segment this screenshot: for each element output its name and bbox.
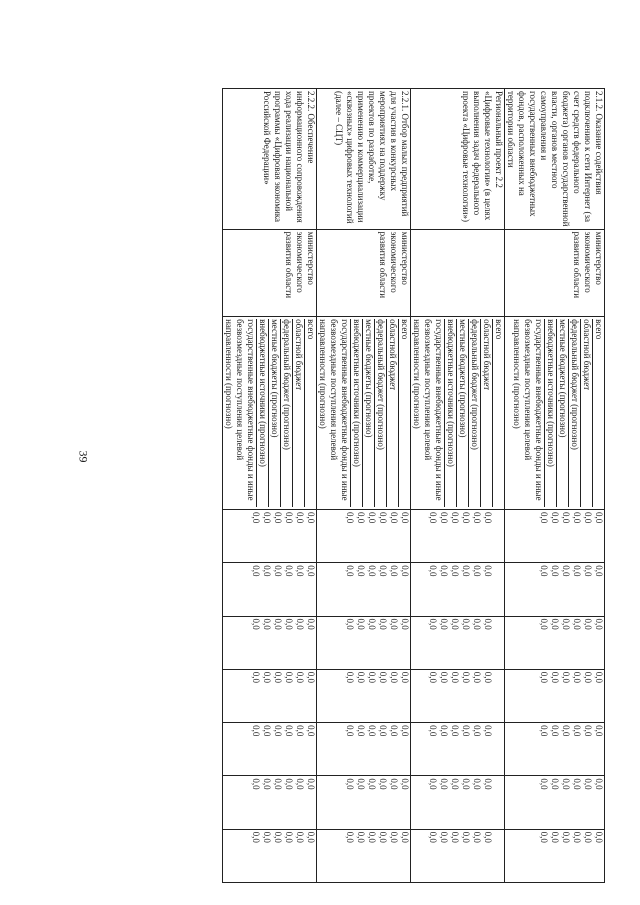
value: 0,0 [483,671,493,684]
funding-source-label: федеральный бюджет (прогнозно) [280,319,292,507]
value: 0,0 [306,725,316,737]
value: 0,0 [539,565,549,577]
year-value-cell [505,776,605,829]
year-value-cell [223,509,317,562]
funding-source-label: местные бюджеты (прогнозно) [456,319,468,507]
year-value-cell [223,776,317,829]
funding-source-label: государственные внебюджетные фонды и иные безвозмездные поступления целевой направленности (прогнозно) [318,319,350,501]
value: 0,0 [472,778,482,790]
year-value-cell [317,563,411,616]
year-value-cell [505,669,605,722]
table-row [411,89,505,883]
value: 0,0 [251,511,261,524]
funding-source-label: государственные внебюджетные фонды и иные безвозмездные поступления целевой направленности (прогнозно) [412,319,444,501]
funding-table-body [223,89,605,883]
value: 0,0 [450,618,460,630]
value: 0,0 [439,671,449,684]
value: 0,0 [251,725,261,737]
value: 0,0 [389,831,399,843]
year-value-cell [505,563,605,616]
value: 0,0 [428,778,438,790]
funding-source-cell [317,317,411,510]
year-value-cell [317,776,411,829]
value: 0,0 [345,778,355,790]
value: 0,0 [561,831,571,843]
funding-source-label: внебюджетные источники (прогнозно) [544,319,556,507]
funding-source-label: федеральный бюджет (прогнозно) [468,319,480,507]
value [493,832,504,880]
value: 0,0 [439,511,449,524]
value: 0,0 [561,511,571,524]
event-name-cell: 2.2.2. Обеспечение информационного сопровождения хода реализации национальной программы «Цифровая экономика Российской Федерации» [223,89,317,230]
value: 0,0 [428,618,438,630]
value: 0,0 [550,671,560,684]
value: 0,0 [400,565,410,577]
funding-source-label: федеральный бюджет (прогнозно) [374,319,386,507]
funding-table [222,88,605,883]
value: 0,0 [345,831,355,843]
value: 0,0 [306,618,316,630]
value: 0,0 [284,511,294,524]
value: 0,0 [273,618,283,630]
value: 0,0 [472,725,482,737]
value: 0,0 [450,831,460,843]
value: 0,0 [561,618,571,630]
funding-source-cell [505,317,605,510]
year-value-cell [411,776,505,829]
table-row [505,89,605,883]
year-value-cell [411,563,505,616]
value: 0,0 [284,778,294,790]
value: 0,0 [461,511,471,524]
value: 0,0 [561,778,571,790]
value: 0,0 [306,778,316,790]
year-value-cell [411,509,505,562]
funding-source-label: областной бюджет [580,319,592,507]
value: 0,0 [389,671,399,684]
value: 0,0 [262,725,272,737]
value: 0,0 [472,565,482,577]
value: 0,0 [378,511,388,524]
value: 0,0 [306,671,316,684]
funding-source-label: областной бюджет [292,319,304,507]
funding-source-label: всего [304,319,316,507]
value: 0,0 [378,778,388,790]
year-value-cell [505,723,605,776]
page-number: 39 [76,450,91,463]
year-value-cell [223,616,317,669]
year-value-cell [223,723,317,776]
value: 0,0 [367,511,377,524]
year-value-cell [317,669,411,722]
value: 0,0 [262,778,272,790]
value: 0,0 [378,618,388,630]
table-row [317,89,411,883]
value: 0,0 [583,725,593,737]
value: 0,0 [461,565,471,577]
value: 0,0 [472,511,482,524]
year-value-cell [223,669,317,722]
value: 0,0 [400,725,410,737]
funding-source-label: областной бюджет [480,319,492,507]
value: 0,0 [251,778,261,790]
event-name-cell: 2.2.1. Отбор малых предприятий для участия в конкурсных мероприятиях на поддержку проектов по разработке, применению и коммерциализации «сквозных» цифровых технологий (далее – СЦТ) [317,89,411,230]
value [493,565,504,613]
value: 0,0 [483,831,493,843]
value: 0,0 [483,725,493,737]
value: 0,0 [389,725,399,737]
year-value-cell [317,829,411,882]
value: 0,0 [572,671,582,684]
year-value-cell [411,669,505,722]
value: 0,0 [345,725,355,737]
value: 0,0 [483,778,493,790]
value: 0,0 [295,831,305,843]
value [493,778,504,826]
value: 0,0 [367,671,377,684]
value: 0,0 [439,778,449,790]
value: 0,0 [356,831,366,843]
value: 0,0 [572,725,582,737]
value: 0,0 [262,565,272,577]
executor-cell: министерство экономического развития области [317,229,411,316]
value: 0,0 [550,831,560,843]
value: 0,0 [273,671,283,684]
value: 0,0 [594,778,604,790]
value: 0,0 [594,671,604,684]
value: 0,0 [367,778,377,790]
value: 0,0 [295,671,305,684]
value: 0,0 [306,511,316,524]
value: 0,0 [428,831,438,843]
value: 0,0 [400,511,410,524]
value: 0,0 [295,725,305,737]
value: 0,0 [572,778,582,790]
value: 0,0 [561,671,571,684]
funding-source-label: внебюджетные источники (прогнозно) [256,319,268,507]
value: 0,0 [295,778,305,790]
value: 0,0 [428,511,438,524]
funding-source-label: областной бюджет [386,319,398,507]
value: 0,0 [262,831,272,843]
value: 0,0 [572,618,582,630]
value: 0,0 [483,511,493,524]
value: 0,0 [539,725,549,737]
value: 0,0 [594,725,604,737]
value: 0,0 [539,618,549,630]
value: 0,0 [356,511,366,524]
value: 0,0 [472,618,482,630]
value: 0,0 [306,565,316,577]
value: 0,0 [273,725,283,737]
value: 0,0 [356,725,366,737]
value: 0,0 [428,565,438,577]
funding-source-label: местные бюджеты (прогнозно) [268,319,280,507]
value: 0,0 [461,671,471,684]
value [493,512,504,560]
value: 0,0 [594,618,604,630]
year-value-cell [223,829,317,882]
funding-source-label: внебюджетные источники (прогнозно) [444,319,456,507]
value: 0,0 [251,565,261,577]
funding-source-cell [411,317,505,510]
funding-source-label: местные бюджеты (прогнозно) [362,319,374,507]
value: 0,0 [306,831,316,843]
year-value-cell [505,509,605,562]
value [493,672,504,720]
value: 0,0 [356,778,366,790]
value: 0,0 [583,831,593,843]
value: 0,0 [367,565,377,577]
value: 0,0 [273,831,283,843]
year-value-cell [411,616,505,669]
value: 0,0 [367,831,377,843]
value: 0,0 [450,565,460,577]
value: 0,0 [539,671,549,684]
value: 0,0 [539,831,549,843]
value: 0,0 [594,511,604,524]
value: 0,0 [345,671,355,684]
event-name-cell: Региональный проект 2.2 «Цифровые технологии» (в целях выполнения задач федерального проекта «Цифровые технологии») [411,89,505,230]
value: 0,0 [345,511,355,524]
value: 0,0 [345,565,355,577]
value: 0,0 [594,565,604,577]
value: 0,0 [461,831,471,843]
value: 0,0 [539,511,549,524]
year-value-cell [317,509,411,562]
year-value-cell [411,723,505,776]
value: 0,0 [251,671,261,684]
value: 0,0 [461,618,471,630]
funding-source-label: местные бюджеты (прогнозно) [556,319,568,507]
event-name-cell: 2.1.2. Оказание содействия подключению к сети Интернет (за счет средств федерального бюджета) органов государственной власти, органов местного самоуправления и государственных внебюджетных фондов, расположенных на территории области [505,89,605,230]
value: 0,0 [439,831,449,843]
value: 0,0 [273,511,283,524]
executor-cell: министерство экономического развития области [505,229,605,316]
value: 0,0 [583,511,593,524]
value: 0,0 [400,618,410,630]
value: 0,0 [295,511,305,524]
year-value-cell [505,829,605,882]
value: 0,0 [400,831,410,843]
value: 0,0 [539,778,549,790]
value: 0,0 [389,565,399,577]
value: 0,0 [461,778,471,790]
value: 0,0 [356,618,366,630]
funding-source-label: всего [592,319,604,507]
value: 0,0 [428,671,438,684]
value: 0,0 [262,511,272,524]
funding-source-cell [223,317,317,510]
value: 0,0 [389,618,399,630]
value: 0,0 [251,618,261,630]
table-row [223,89,317,883]
value: 0,0 [450,671,460,684]
funding-source-label: всего [492,319,504,507]
value: 0,0 [367,618,377,630]
value: 0,0 [550,778,560,790]
year-value-cell [411,829,505,882]
value: 0,0 [472,671,482,684]
funding-source-label: государственные внебюджетные фонды и иные безвозмездные поступления целевой направленности (прогнозно) [512,319,544,501]
value: 0,0 [345,618,355,630]
executor-cell [411,229,505,316]
executor-cell: министерство экономического развития области [223,229,317,316]
value: 0,0 [450,725,460,737]
value: 0,0 [356,671,366,684]
value: 0,0 [378,671,388,684]
value: 0,0 [550,725,560,737]
value: 0,0 [367,725,377,737]
value: 0,0 [273,778,283,790]
funding-source-label: всего [398,319,410,507]
value: 0,0 [389,778,399,790]
value: 0,0 [561,725,571,737]
funding-source-label: федеральный бюджет (прогнозно) [568,319,580,507]
value: 0,0 [378,831,388,843]
year-value-cell [505,616,605,669]
value: 0,0 [284,618,294,630]
value: 0,0 [472,831,482,843]
value: 0,0 [400,671,410,684]
value: 0,0 [561,565,571,577]
value: 0,0 [572,831,582,843]
value: 0,0 [295,618,305,630]
value: 0,0 [262,671,272,684]
value: 0,0 [583,618,593,630]
value: 0,0 [550,618,560,630]
value: 0,0 [295,565,305,577]
value: 0,0 [284,671,294,684]
value: 0,0 [450,778,460,790]
value: 0,0 [428,725,438,737]
value: 0,0 [389,511,399,524]
value: 0,0 [251,831,261,843]
year-value-cell [223,563,317,616]
rotated-table-container [97,88,605,883]
value: 0,0 [400,778,410,790]
value: 0,0 [273,565,283,577]
value: 0,0 [284,565,294,577]
funding-source-label: внебюджетные источники (прогнозно) [350,319,362,507]
value: 0,0 [550,511,560,524]
value: 0,0 [284,725,294,737]
year-value-cell [317,723,411,776]
year-value-cell [317,616,411,669]
value: 0,0 [483,565,493,577]
value: 0,0 [583,778,593,790]
value: 0,0 [461,725,471,737]
value [493,725,504,773]
value: 0,0 [378,565,388,577]
value: 0,0 [550,565,560,577]
value: 0,0 [439,565,449,577]
funding-source-label: государственные внебюджетные фонды и иные безвозмездные поступления целевой направленности (прогнозно) [224,319,256,501]
value: 0,0 [572,511,582,524]
value: 0,0 [572,565,582,577]
value: 0,0 [439,618,449,630]
value: 0,0 [583,671,593,684]
value: 0,0 [450,511,460,524]
value: 0,0 [483,618,493,630]
value: 0,0 [378,725,388,737]
value: 0,0 [583,565,593,577]
value: 0,0 [356,565,366,577]
value: 0,0 [284,831,294,843]
value: 0,0 [594,831,604,843]
value [493,619,504,667]
value: 0,0 [439,725,449,737]
value: 0,0 [262,618,272,630]
